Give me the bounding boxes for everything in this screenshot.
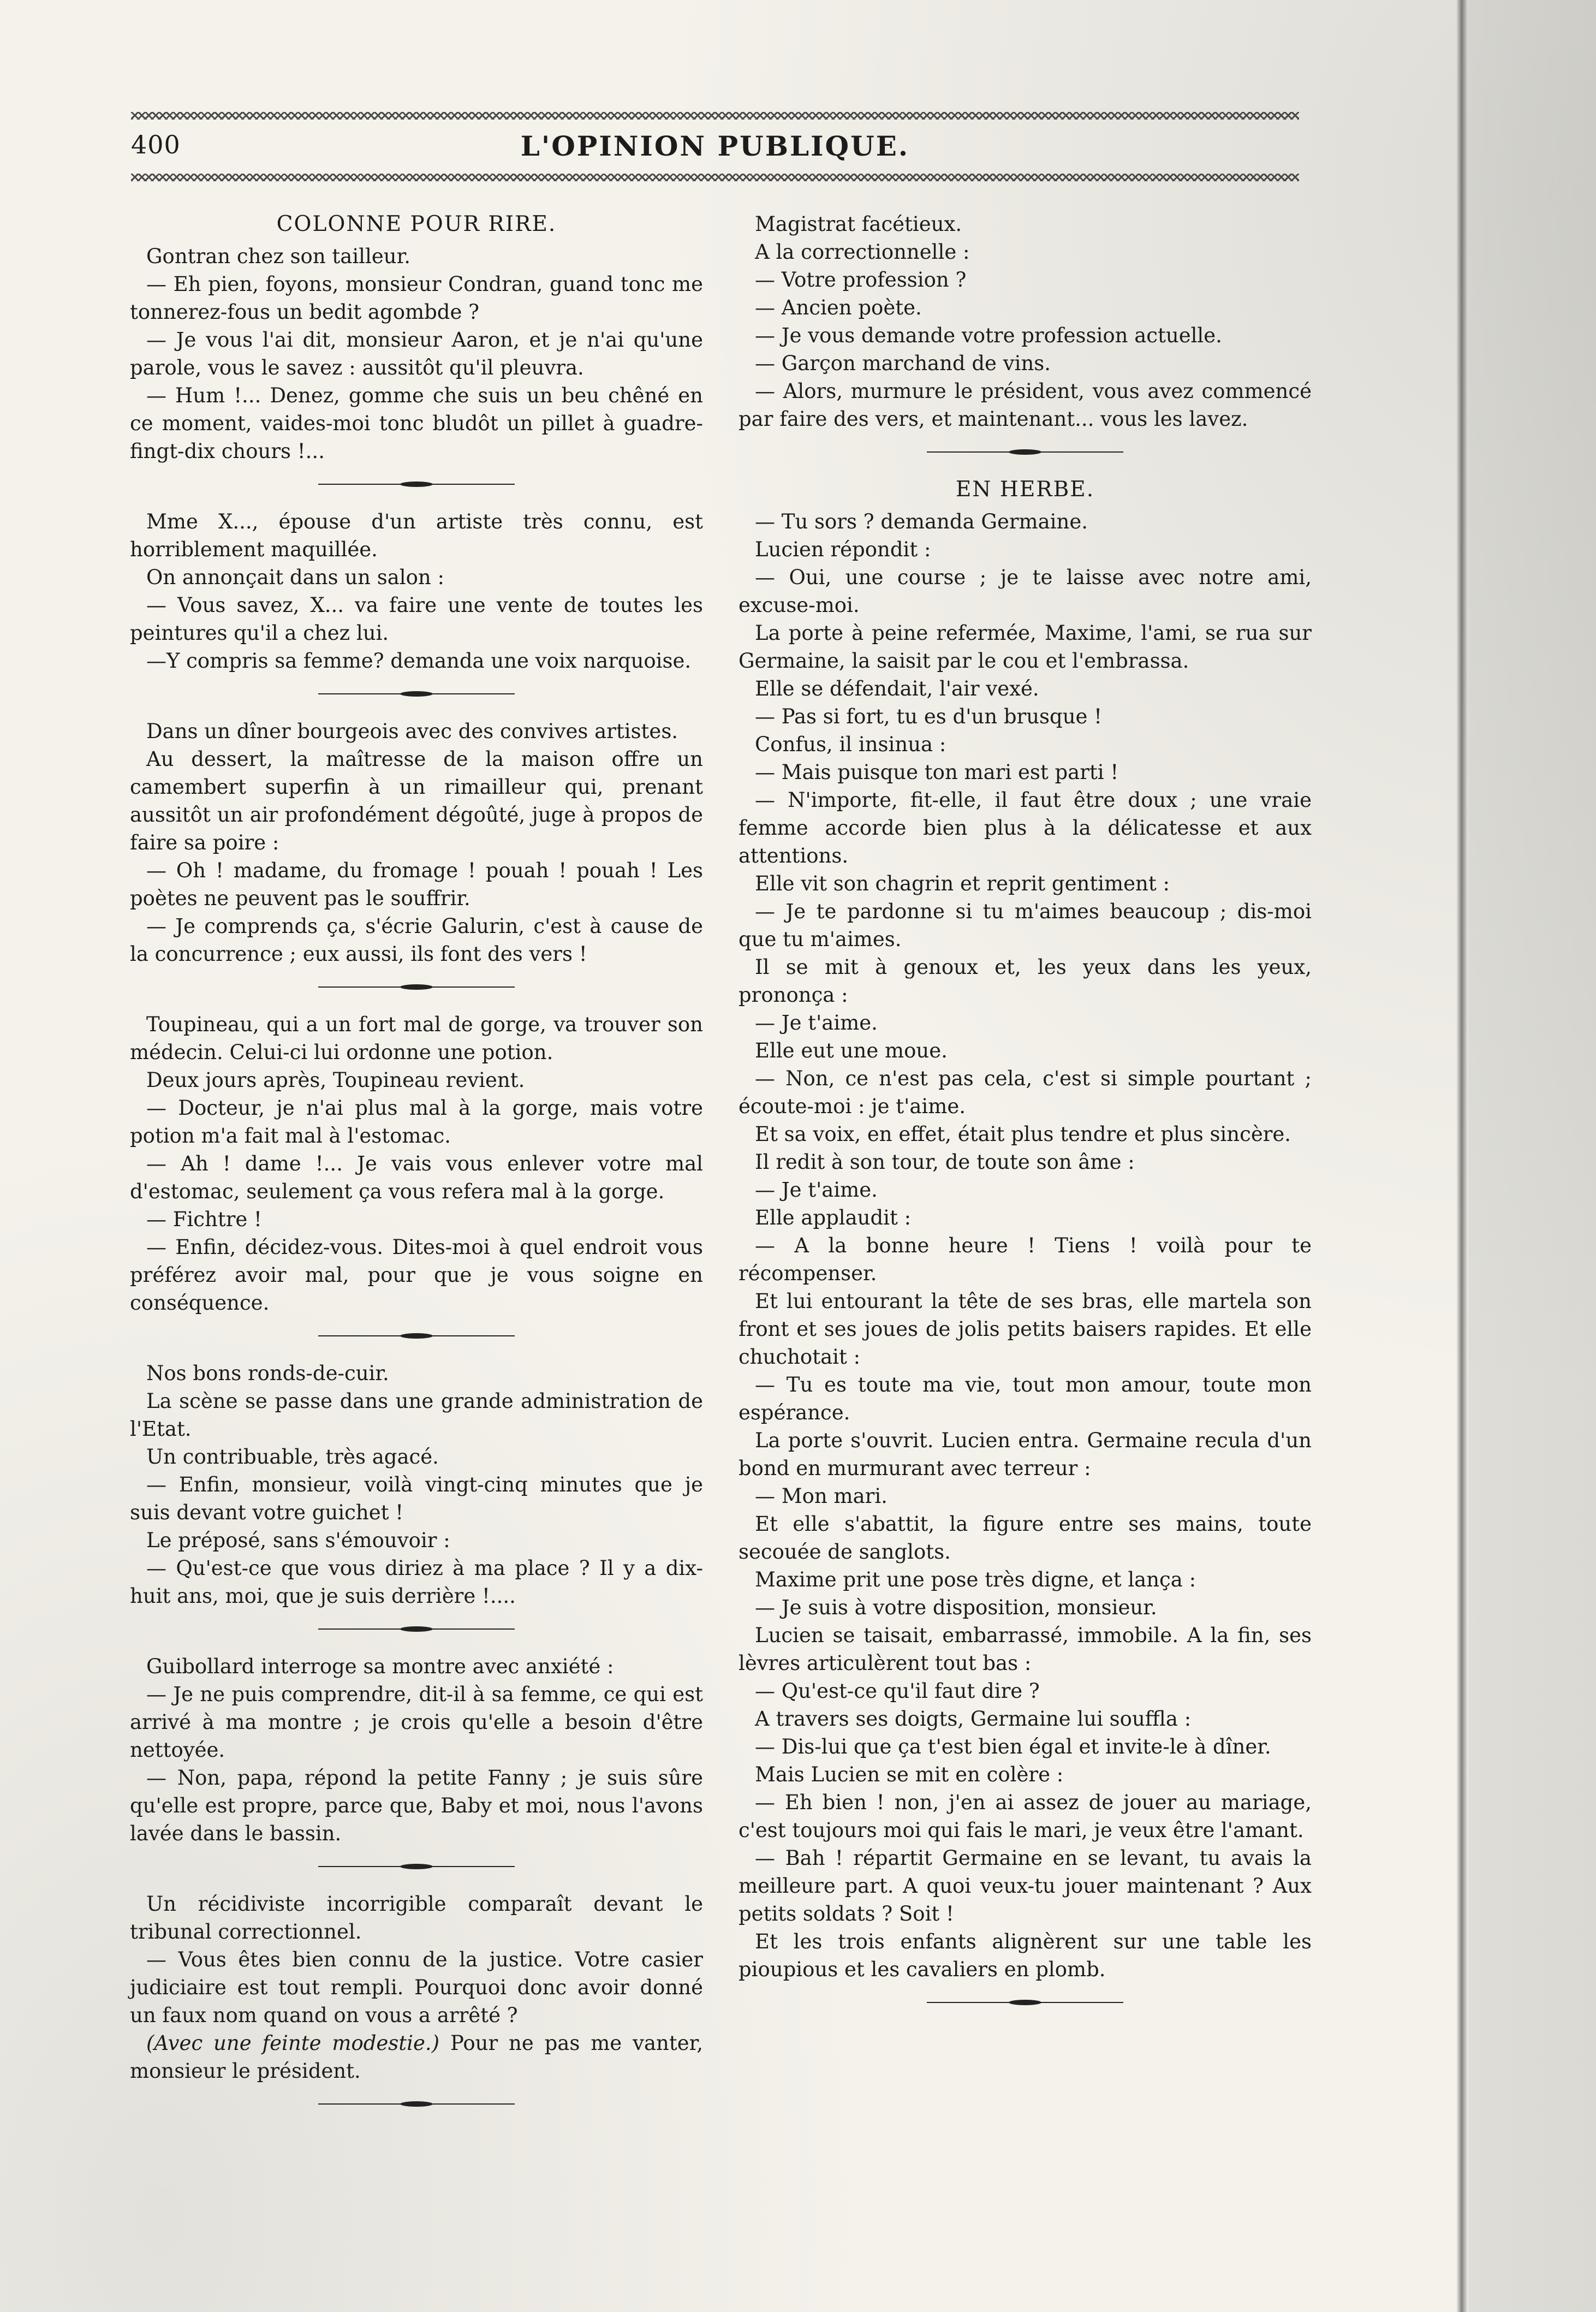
paragraph: Magistrat facétieux. (755, 212, 962, 236)
separator-ornament (318, 1334, 515, 1338)
paragraph: — Docteur, je n'ai plus mal à la gorge, mais votre potion m'a fait mal à l'estomac. (130, 1096, 703, 1148)
paragraph: — Mon mari. (755, 1484, 888, 1508)
right-top-block (739, 210, 1312, 433)
paragraph: — Je t'aime. (755, 1178, 878, 1202)
final-line (130, 2029, 703, 2085)
paragraph: — Fichtre ! (146, 1208, 262, 1231)
paragraph: Maxime prit une pose très digne, et lança : (755, 1568, 1196, 1591)
paragraph: Mais Lucien se mit en colère : (755, 1763, 1064, 1786)
paragraph: — Ah ! dame !... Je vais vous enlever votre mal d'estomac, seulement ça vous refera mal à la gorge. (130, 1152, 703, 1203)
paragraph: — Non, ce n'est pas cela, c'est si simple pourtant ; écoute-moi : je t'aime. (739, 1067, 1312, 1118)
paragraph: — Vous êtes bien connu de la justice. Votre casier judiciaire est tout rempli. Pourquoi donc avoir donné un faux nom quand on vous a arrêté ? (130, 1948, 703, 2027)
paragraph: — Je vous demande votre profession actuelle. (755, 324, 1222, 347)
paragraph: — Je ne puis comprendre, dit-il à sa femme, ce qui est arrivé à ma montre ; je crois qu'elle a besoin d'être nettoyée. (130, 1683, 703, 1762)
paragraph: Et sa voix, en effet, était plus tendre et plus sincère. (755, 1122, 1291, 1146)
paragraph: Elle applaudit : (755, 1206, 912, 1229)
separator-ornament (927, 450, 1123, 454)
paragraph: — Je te pardonne si tu m'aimes beaucoup ; dis-moi que tu m'aimes. (739, 900, 1312, 951)
paragraph: Un récidiviste incorrigible comparaît devant le tribunal correctionnel. (130, 1892, 703, 1943)
paragraph: Confus, il insinua : (755, 733, 946, 756)
paragraph: — Oh ! madame, du fromage ! pouah ! pouah ! Les poètes ne peuvent pas le souffrir. (130, 859, 703, 910)
header-rule-top (131, 112, 1299, 120)
page-number: 400 (131, 130, 181, 159)
paragraph: — Alors, murmure le président, vous avez commencé par faire des vers, et maintenant... vous les lavez. (739, 379, 1312, 431)
paragraph: — Je vous l'ai dit, monsieur Aaron, et je n'ai qu'une parole, vous le savez : aussitôt qu'il pleuvra. (130, 328, 703, 379)
paragraph: — Enfin, décidez-vous. Dites-moi à quel endroit vous préférez avoir mal, pour que je vous soigne en conséquence. (130, 1235, 703, 1315)
paragraph: La porte s'ouvrit. Lucien entra. Germaine recula d'un bond en murmurant avec terreur : (739, 1429, 1312, 1480)
paragraph: Elle se défendait, l'air vexé. (755, 677, 1039, 700)
paragraph: —Y compris sa femme? demanda une voix narquoise. (146, 649, 692, 673)
paragraph: — Enfin, monsieur, voilà vingt-cinq minutes que je suis devant votre guichet ! (130, 1473, 703, 1524)
section-title-en-herbe: EN HERBE. (955, 477, 1095, 502)
paragraph: — Je suis à votre disposition, monsieur. (755, 1596, 1157, 1619)
right-column (739, 210, 1312, 2026)
paragraph: — A la bonne heure ! Tiens ! voilà pour te récompenser. (739, 1234, 1312, 1285)
final-line-rest: Pour ne pas me vanter, monsieur le président. (130, 2031, 704, 2083)
paragraph: Nos bons ronds-de-cuir. (146, 1362, 389, 1385)
separator-ornament (318, 692, 515, 696)
paragraph: — Pas si fort, tu es d'un brusque ! (755, 705, 1103, 728)
paragraph: Gontran chez son tailleur. (146, 245, 410, 268)
paragraph: Lucien se taisait, embarrassé, immobile. A la fin, ses lèvres articulèrent tout bas : (739, 1624, 1312, 1675)
paragraph: Le préposé, sans s'émouvoir : (146, 1529, 450, 1552)
page-fold-shadow (1456, 0, 1468, 2312)
paragraph: Elle eut une moue. (755, 1039, 948, 1062)
paragraph: — Garçon marchand de vins. (755, 352, 1051, 375)
separator-ornament (318, 1627, 515, 1631)
left-blocks (130, 242, 703, 2029)
story-en-herbe (739, 508, 1312, 1983)
paragraph: — Non, papa, répond la petite Fanny ; je suis sûre qu'elle est propre, parce que, Baby et moi, nous l'avons lavée dans le bassin. (130, 1766, 703, 1845)
paragraph: A travers ses doigts, Germaine lui souffla : (755, 1707, 1192, 1731)
paragraph: Guibollard interroge sa montre avec anxiété : (146, 1655, 614, 1678)
paragraph: Deux jours après, Toupineau revient. (146, 1068, 525, 1092)
separator-ornament (927, 2001, 1123, 2004)
paragraph: — Tu es toute ma vie, tout mon amour, toute mon espérance. (739, 1373, 1312, 1424)
separator-ornament (318, 985, 515, 989)
paragraph: Et les trois enfants alignèrent sur une table les pioupious et les cavaliers en plomb. (739, 1930, 1312, 1981)
header-rule-bottom (131, 174, 1299, 181)
paragraph: — Hum !... Denez, gomme che suis un beu chêné en ce moment, vaides-moi tonc bludôt un pillet à guadre-fingt-dix chours !... (130, 384, 703, 463)
paragraph: A la correctionnelle : (755, 240, 970, 264)
paragraph: Au dessert, la maîtresse de la maison offre un camembert superfin à un rimailleur qui, prenant aussitôt un air profondément dégoûté, juge à propos de faire sa poire : (130, 747, 703, 854)
paragraph: La scène se passe dans une grande administration de l'Etat. (130, 1389, 703, 1441)
paragraph: Dans un dîner bourgeois avec des convives artistes. (146, 720, 678, 743)
paragraph: On annonçait dans un salon : (146, 566, 444, 589)
paragraph: Il redit à son tour, de toute son âme : (755, 1150, 1135, 1174)
paragraph: Et elle s'abattit, la figure entre ses mains, toute secouée de sanglots. (739, 1512, 1312, 1564)
paragraph: — Je t'aime. (755, 1011, 878, 1035)
section-title-colonne: COLONNE POUR RIRE. (276, 212, 557, 236)
paragraph: — Tu sors ? demanda Germaine. (755, 510, 1088, 533)
scan-edge (1468, 0, 1596, 2312)
paragraph: Un contribuable, très agacé. (146, 1445, 439, 1469)
paragraph: — Dis-lui que ça t'est bien égal et invite-le à dîner. (755, 1735, 1271, 1758)
separator-ornament (318, 483, 515, 486)
left-column (130, 210, 703, 2127)
separator-ornament (318, 2102, 515, 2106)
paragraph: Elle vit son chagrin et reprit gentiment : (755, 872, 1170, 895)
paragraph: Toupineau, qui a un fort mal de gorge, va trouver son médecin. Celui-ci lui ordonne une potion. (130, 1013, 703, 1064)
paragraph: — Bah ! répartit Germaine en se levant, tu avais la meilleure part. A quoi veux-tu jouer maintenant ? Aux petits soldats ? Soit ! (739, 1846, 1312, 1925)
paragraph: La porte à peine refermée, Maxime, l'ami, se rua sur Germaine, la saisit par le cou et l'embrassa. (739, 621, 1312, 673)
paragraph: — Eh bien ! non, j'en ai assez de jouer au mariage, c'est toujours moi qui fais le mari, je veux être l'amant. (739, 1791, 1312, 1842)
paragraph: — Oui, une course ; je te laisse avec notre ami, excuse-moi. (739, 566, 1312, 617)
paragraph: — Qu'est-ce qu'il faut dire ? (755, 1679, 1040, 1703)
publication-title: L'OPINION PUBLIQUE. (520, 130, 910, 162)
paragraph: — Ancien poète. (755, 296, 922, 319)
paragraph: — Eh pien, foyons, monsieur Condran, guand tonc me tonnerez-fous un bedit agombde ? (130, 272, 703, 324)
paragraph: — Qu'est-ce que vous diriez à ma place ? Il y a dix-huit ans, moi, que je suis derrière !.... (130, 1556, 703, 1608)
separator-ornament (318, 1865, 515, 1868)
paragraph: — Mais puisque ton mari est parti ! (755, 760, 1119, 784)
paragraph: Il se mit à genoux et, les yeux dans les yeux, prononça : (739, 955, 1312, 1007)
paragraph: Mme X..., épouse d'un artiste très connu, est horriblement maquillée. (130, 510, 703, 561)
final-line-italic: (Avec une feinte modestie.) (146, 2031, 440, 2055)
paragraph: Et lui entourant la tête de ses bras, elle martela son front et ses joues de jolis petits baisers rapides. Et elle chuchotait : (739, 1289, 1312, 1369)
paragraph: Lucien répondit : (755, 538, 931, 561)
masthead (131, 130, 1299, 168)
paragraph: — Votre profession ? (755, 268, 967, 292)
paragraph: — N'importe, fit-elle, il faut être doux ; une vraie femme accorde bien plus à la délicatesse et aux attentions. (739, 788, 1312, 867)
paragraph: — Je comprends ça, s'écrie Galurin, c'est à cause de la concurrence ; eux aussi, ils font des vers ! (130, 914, 703, 966)
paragraph: — Vous savez, X... va faire une vente de toutes les peintures qu'il a chez lui. (130, 593, 703, 645)
